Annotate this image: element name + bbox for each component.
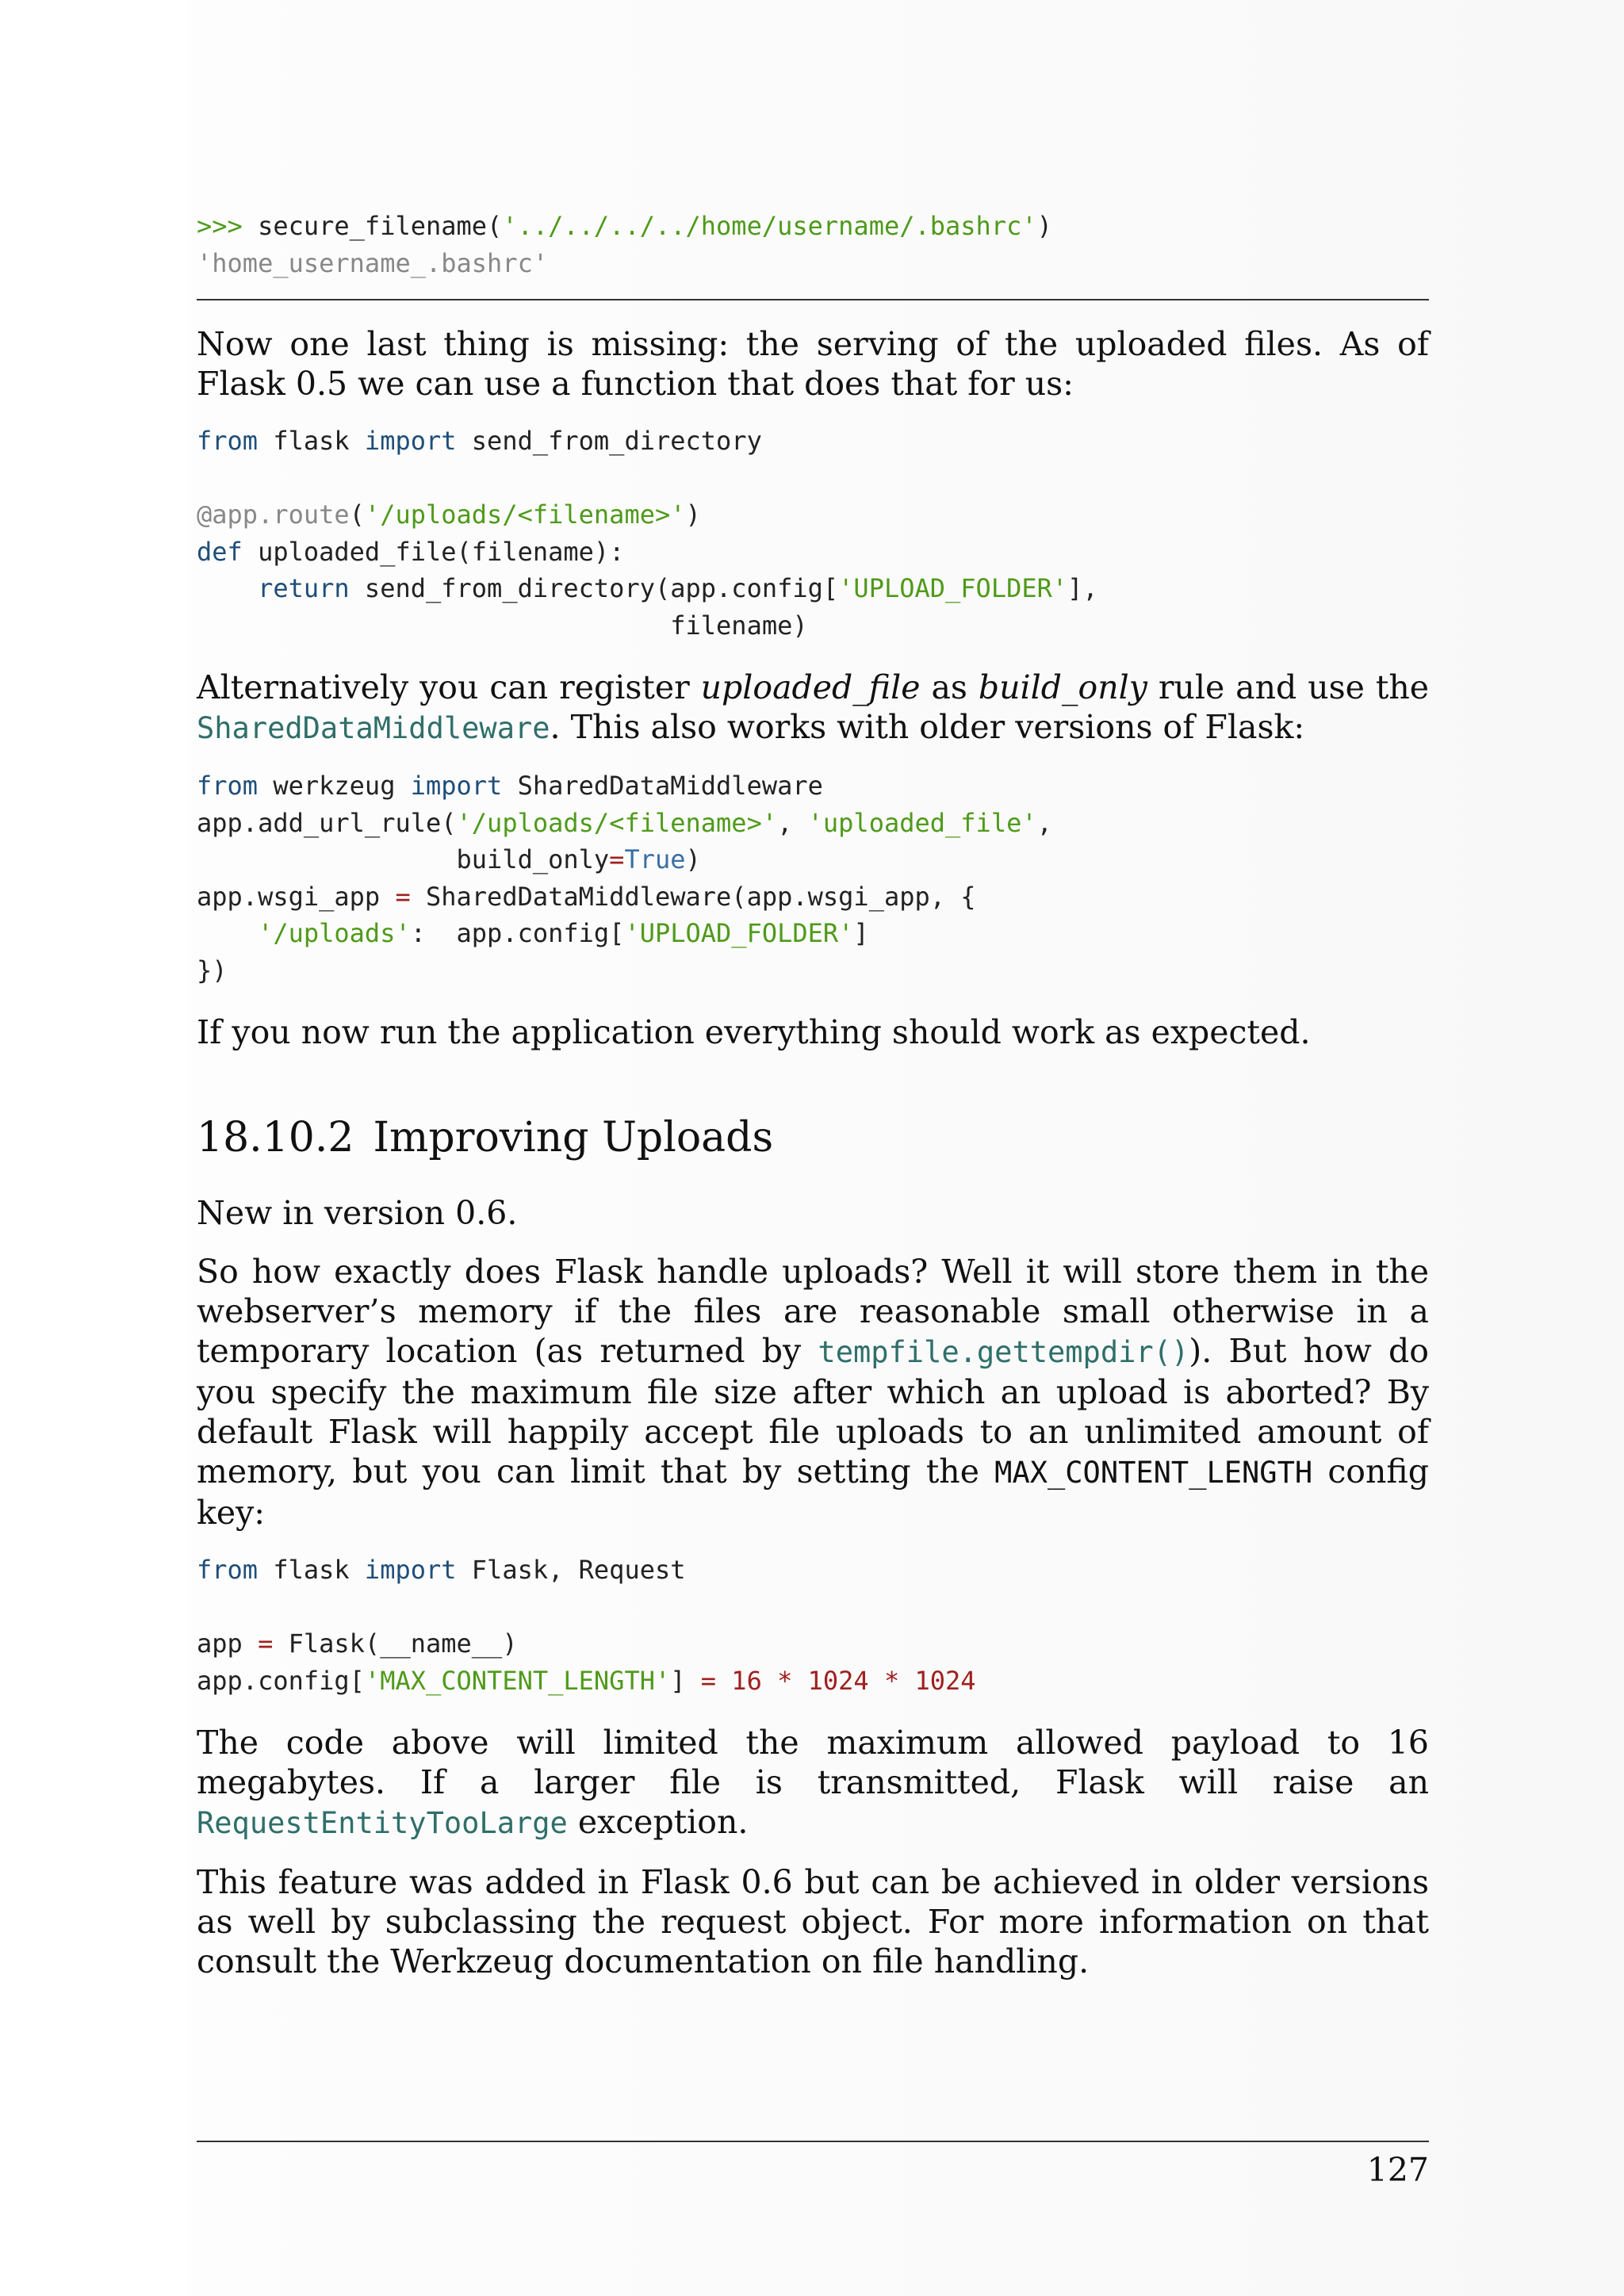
paragraph-serving-files: Now one last thing is missing: the serving of the uploaded files. As of Flask 0.5 we can use a function that does that for us: <box>197 325 1429 403</box>
page-number: 127 <box>1366 2151 1429 2189</box>
code-output: 'home_username_.bashrc' <box>197 247 549 278</box>
paragraph-run-application: If you now run the application everything should work as expected. <box>197 1013 1311 1051</box>
page-content <box>197 208 1429 1981</box>
tempfile-gettempdir-link[interactable]: tempfile.gettempdir() <box>818 1335 1189 1369</box>
config-key: MAX_CONTENT_LENGTH <box>994 1456 1313 1490</box>
request-entity-too-large-link[interactable]: RequestEntityTooLarge <box>197 1806 568 1840</box>
shared-data-middleware-link[interactable]: SharedDataMiddleware <box>197 711 550 745</box>
code-block-secure-filename: >>> secure_filename('../../../../home/username/.bashrc') 'home_username_.bashrc' <box>197 211 1052 278</box>
paragraph-payload-limit: The code above will limited the maximum allowed payload to 16 megabytes. If a larger file is transmitted, Flask will raise an RequestEntityTooLarge exception. <box>197 1724 1429 1841</box>
paragraph-uploads-memory: So how exactly does Flask handle uploads? Well it will store them in the webserver’s memory if the files are reasonable small otherwise in a temporary location (as returned by tempfile.gettempdir()). But how do you specify the maximum file size after which an upload is aborted? By default Flask will happily accept file uploads to an unlimited amount of memory, but you can limit that by setting the MAX_CONTENT_LENGTH config key: <box>197 1253 1429 1532</box>
paragraph-alternatively: Alternatively you can register uploaded_file as build_only rule and use the SharedDataMiddleware. This also works with older versions of Flask: <box>197 668 1429 746</box>
section-number: 18.10.2 <box>197 1114 354 1161</box>
code-block-send-from-directory: from flask import send_from_directory @app.route('/uploads/<filename>') def uploaded_file(filename): return send_from_directory(app.config['UPLOAD_FOLDER'], filename) <box>197 426 1098 641</box>
divider <box>197 299 1429 300</box>
section-title: Improving Uploads <box>373 1114 774 1161</box>
prompt: >>> <box>197 211 259 241</box>
footer-divider <box>197 2141 1429 2142</box>
paragraph-feature-added: This feature was added in Flask 0.6 but can be achieved in older versions as well by subclassing the request object. For more information on that consult the Werkzeug documentation on file handling. <box>197 1863 1429 1980</box>
section-heading <box>197 1114 1429 1161</box>
paragraph-version-note: New in version 0.6. <box>197 1194 518 1232</box>
code-block-shared-data-middleware: from werkzeug import SharedDataMiddleware app.add_url_rule('/uploads/<filename>', 'uploaded_file', build_only=True) app.wsgi_app = SharedDataMiddleware(app.wsgi_app, { '/uploads': app.config['UPLOAD_FOLDER'] }) <box>197 771 1052 985</box>
code-block-max-content-length: from flask import Flask, Request app = Flask(__name__) app.config['MAX_CONTENT_LENGTH'] = 16 * 1024 * 1024 <box>197 1555 976 1696</box>
